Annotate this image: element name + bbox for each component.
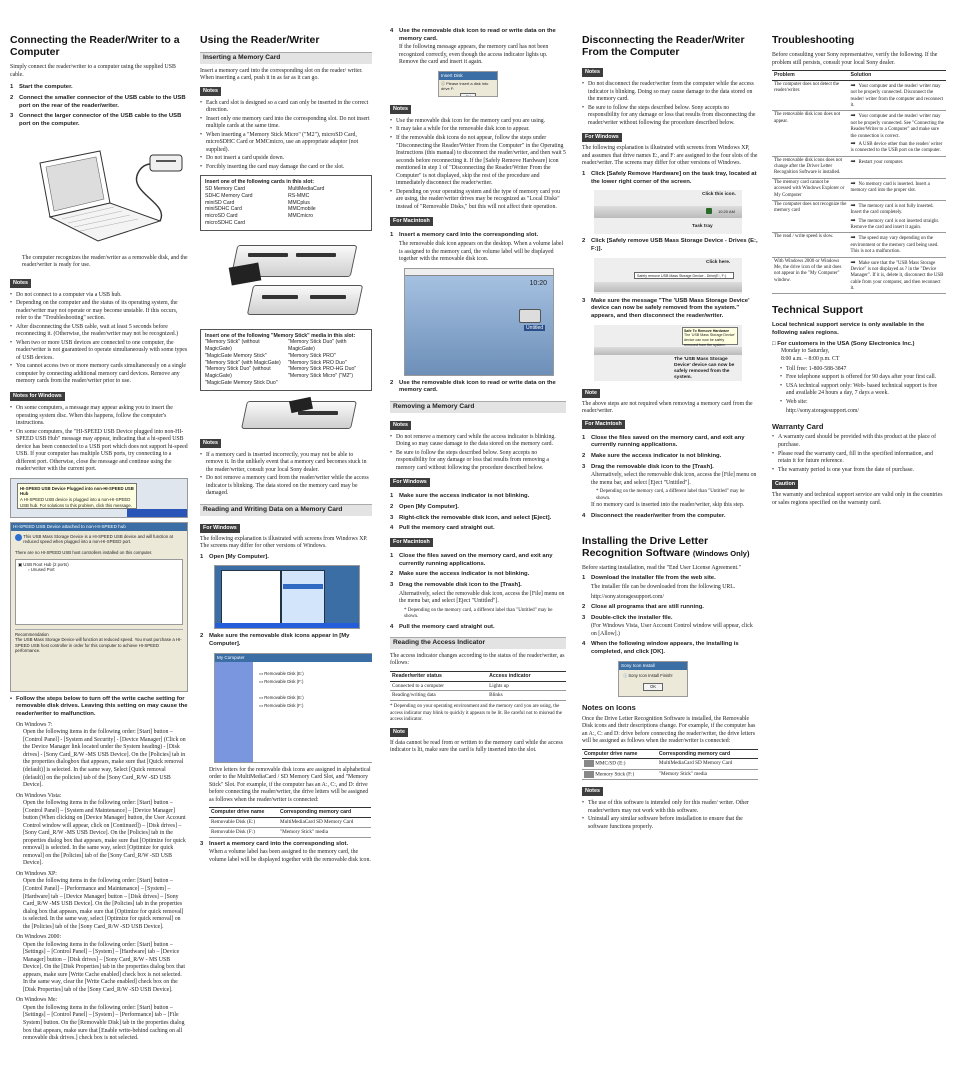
click-this-icon-callout: Click this icon.	[702, 192, 736, 198]
dialog-title: Sony Icon Install	[619, 662, 687, 670]
click-here-callout: Click here.	[706, 259, 731, 265]
list-item: • Depending on the computer and the status of its operating system, the reader/writer may not operate or may become unstable. If this occurs, refer to the "Troubleshooting" section.	[10, 300, 188, 323]
info-icon: ⓘ	[441, 80, 447, 86]
column-troubleshooting	[772, 8, 946, 1066]
recommendation-label: Recommendation	[15, 629, 183, 638]
safe-to-remove-screenshot	[594, 325, 742, 381]
inserting-intro: Insert a memory card into the corresponding slot on the reader/ writer.	[200, 67, 363, 74]
list-item: • Be sure to follow the steps described below. Sony accepts no responsibility for any damage or loss that results from removing a memory card without following the procedure described below.	[390, 450, 566, 473]
list-item: • Free telephone support is offered for 90 days after your first call.	[780, 374, 946, 382]
disconnect-mac-step-4: 4 Disconnect the reader/writer from the computer.	[582, 513, 726, 520]
list-item: • A warranty card should be provided with this product at the place of purchase.	[772, 434, 946, 449]
sd-cards-list-b: MultiMediaCard RS-MMC MMCplus MMCmobile MMCmicro	[288, 186, 325, 220]
notes-on-icons-text: Once the Drive Letter Recognition Software is installed, the Removable Disk icons and their descriptions change. For example, if the computer has an A:, C: and D: drive before connecting the reader/writer, the drive letters will be assigned as follows when the reader/writer is connected:	[582, 715, 756, 745]
write-cache-intro	[10, 696, 188, 719]
ok-button[interactable]: OK	[460, 93, 476, 97]
subsection-reading-writing: Reading and Writing Data on a Memory Card	[200, 504, 372, 516]
column-disconnecting	[582, 8, 758, 1066]
os-vista: On Windows Vista: Open the following items in the following order: [Start] button – [Control Panel] – [System and Maintenance] – [Device Manager] button (When clicking on [Device Manager] button, the User Account Control window will appear, click on [Continued]) – [Disk drives] – [Sony Card_R/W -MS USB Device]. On the [Policies] tab in the properties dialog box that appears, make sure that [Optimize for quick removal] is selected. In the same way, select [Optimize for quick removal] on the [Policies] tab of the [Sony Card_R/W -SD USB Device].	[16, 792, 186, 867]
list-item: • Do not connect to a computer via a USB hub.	[10, 292, 188, 300]
install-intro: Before starting installation, read the "End User License Agreement."	[582, 564, 741, 571]
inserting-notes-2	[200, 452, 372, 498]
connect-step-3: 3 Connect the larger connector of the USB cable to the USB port on the computer.	[10, 113, 182, 127]
section-title-technical-support: Technical Support	[772, 304, 863, 317]
mac-read-step-2: 2 Use the removable disk icon to read or write data on the memory card.	[390, 379, 556, 394]
install-step-1-detail: The installer file can be downloaded from the following URL.	[591, 584, 736, 591]
technical-support-bold: Local technical support service is only available in the following sales regions.	[772, 322, 925, 337]
list-item: • Do not disconnect the reader/writer from the computer while the access indicator is blinking. Doing so may cause damage to the data stored on the memory card.	[582, 81, 758, 104]
list-item: • Depending on your operating system and the type of memory card you are using, the reader/writer drives may be recognized as "Local Disks" instead of "Removable Disks," but this will not affect their operation.	[390, 189, 566, 212]
notes-label: Notes	[582, 787, 603, 796]
list-item: • Be sure to follow the steps described below. Sony accepts no responsibility for any damage or loss that results from disconnecting the reader/writer without following the procedure described below.	[582, 105, 758, 128]
list-item: • Do not remove a memory card from the reader/writer while the access indicator is blinking. The data stored on the memory card may be damaged.	[200, 475, 372, 498]
drive-icon: ▭	[259, 694, 265, 700]
access-note: If data cannot be read from or written to the memory card while the access indicator is lit, make sure the card is fully inserted into the slot.	[390, 739, 563, 754]
section-title-installing: Installing the Drive Letter Recognition Software (Windows Only)	[582, 534, 750, 559]
section-title-connecting: Connecting the Reader/Writer to a Computer	[10, 34, 180, 59]
list-item: • Follow the steps below to turn off the write cache setting for removable disk drives. Leaving this setting on may cause the reader/writer to malfunction.	[10, 696, 188, 719]
support-website-link[interactable]: http://sony.storagesupport.com/	[786, 408, 860, 415]
os-instructions	[10, 722, 188, 1043]
inserting-notes	[200, 100, 372, 172]
disconnect-step-3: 3 Make sure the message "The 'USB Mass Storage Device' device can now be safely removed from the system." appears, and then disconnect the reader/writer.	[582, 297, 750, 319]
disconnect-step-2: 2 Click [Safely remove USB Mass Storage Device - Drives (E:, F:)].	[582, 238, 758, 252]
task-tray-callout: Task tray	[692, 224, 713, 230]
list-item: • You cannot access two or more memory cards simultaneously on a single computer by connecting additional memory card devices. Remove any memory cards from the reader/writer prior to use.	[10, 363, 188, 386]
warranty-list	[772, 434, 946, 474]
usa-hours-days: Monday to Saturday,	[781, 348, 830, 355]
reading-intro: The following explanation is illustrated with screens from Windows XP. The screens may differ for other versions of Windows.	[200, 535, 368, 550]
table-row: The removable disk icons does not change after the Driver Letter Recognition Software is installed. ➡ Restart your computer.	[772, 156, 946, 178]
ms-list-b: "Memory Stick Duo" (with MagicGate) "Memory Stick PRO" "Memory Stick PRO Duo" "Memory Stick PRO-HG Duo" "Memory Stick Micro" ("M2")	[288, 339, 357, 380]
disconnect-note: The above steps are not required when removing a memory card from the reader/writer.	[582, 400, 753, 415]
list-item: • On some computers, a message may appear asking you to insert the operating system disc. When this happens, follow the computer's instructions.	[10, 405, 188, 428]
memory-stick-slot-box	[200, 329, 372, 391]
disconnect-mac-step-3-detail: Alternatively, select the removable disk icon, access the [File] menu on the menu bar, and select [Eject "Untitled"].	[591, 472, 757, 486]
window-title: My Computer	[215, 654, 372, 662]
inserting-intro-2: When inserting a card, push it in as far as it can go.	[200, 75, 319, 82]
reading-notes	[390, 118, 566, 211]
dialog-text-2: There are no HI-SPEED USB host controllers installed on this computer.	[15, 549, 153, 555]
memory-stick-drive-icon	[584, 771, 594, 778]
connecting-notes	[10, 292, 188, 386]
read-step-3-detail: When a volume label has been assigned to the memory card, the volume label will be displayed together with the removable disk icon.	[209, 849, 371, 863]
table-row: The memory card cannot be accessed with Windows Explorer or My Computer ➡ No memory card is inserted. Insert a memory card into the proper slot.	[772, 178, 946, 200]
drive-icon: ▭	[259, 679, 265, 685]
start-menu-screenshot	[214, 565, 360, 629]
disconnect-intro: The following explanation is illustrated with screens from Windows XP, and assumes that drive names E:, and F: are assigned to the four slots of the reader/writer. The screens may differ for other versions of Windows.	[582, 145, 758, 167]
read-step-4: 4 Use the removable disk icon to read or write data on the memory card.	[390, 28, 556, 42]
box-heading: Insert one of the following cards in this slot:	[205, 179, 314, 186]
remove-mac-step-1: 1 Close the files saved on the memory card, and exit any currently running applications.	[390, 552, 553, 567]
removable-disk-icon[interactable]	[519, 309, 541, 323]
laptop-connection-illustration	[10, 133, 188, 251]
notes-label: Notes	[390, 105, 411, 114]
connecting-intro: Simply connect the reader/writer to a computer using the supplied USB cable.	[10, 64, 176, 78]
list-item: • When inserting a "Memory Stick Micro" ("M2"), microSD Card, microSDHC Card or MMCmicro, use an appropriate adaptor (not supplied).	[200, 132, 372, 155]
remove-win-step-3: 3 Right-click the removable disk icon, and select [Eject].	[390, 514, 552, 521]
access-footnote: * Depending on your operating environment and the memory card you are using, the access indicator may blink to quickly it appears to be lit. Be careful not to misread the access indicator.	[390, 704, 563, 723]
list-item: • Insert only one memory card into the corresponding slot. Do not insert multiple cards at the same time.	[200, 116, 372, 131]
usa-heading: □ For customers in the USA (Sony Electronics Inc.)	[772, 340, 915, 347]
caution-label: Caution	[772, 480, 798, 489]
table-row: MMC/SD (E:) MultiMediaCard SD Memory Card	[582, 759, 758, 769]
removable-disk-e-item[interactable]: ▭ Removable Disk (E:)	[259, 670, 304, 676]
list-item: • When two or more USB devices are connected to one computer, the reader/writer is not guaranteed to operate simultaneously with some types of USB devices.	[10, 340, 188, 363]
menu-bar-clock: 10:20	[529, 279, 547, 287]
safely-remove-menu-item[interactable]: Safely remove USB Mass Storage Device - Drive(E:, F:)	[634, 272, 734, 279]
drive-letters-paragraph: Drive letters for the removable disk icons are assigned in alphabetical order to the MultiMediaCard / SD Memory Card Slot, and "Memory Stick" Slot. For example, if the computer has an A:, C:, and D: drive before connecting the reader/writer, the drive letters will be assigned as follows when the reader/writer is connected:	[209, 766, 371, 803]
tree-unused-port[interactable]: ▫ Unused Port	[28, 567, 55, 573]
remove-mac-step-4: 4 Pull the memory card straight out.	[390, 623, 495, 630]
reader-writer-illustration	[200, 235, 372, 325]
table-row: Memory Stick (F:) "Memory Stick" media	[582, 769, 758, 779]
list-item: • On some computers, the "HI-SPEED USB Device plugged into non-HI-SPEED USB Hub" message may appear, indicating that a hi-speed USB device has been connected to a USB port which does not support hi-speed USB. If your computer has multiple USB ports, try connecting to a different port. Otherwise, close the message and continue using the reader/writer with the current port.	[10, 429, 188, 474]
usa-hours-time: 8:00 a.m. – 8:00 p.m. CT	[781, 355, 840, 362]
remove-mac-step-2: 2 Make sure the access indicator is not blinking.	[390, 571, 530, 578]
list-item: • After disconnecting the USB cable, wait at least 5 seconds before reconnecting it. (Otherwise, the reader/writer may not be recognized.)	[10, 324, 188, 339]
arrow-icon: ➡	[850, 216, 856, 224]
access-intro: The access indicator changes according to the status of the reader/writer, as follows:	[390, 652, 565, 667]
install-notes	[582, 800, 758, 831]
mac-desktop-screenshot	[404, 268, 554, 376]
my-computer-menu-item[interactable]	[283, 584, 323, 589]
list-item: • The use of this software is intended only for this reader/ writer. Other reader/writers may not work with this software.	[582, 800, 758, 815]
table-row: Removable Disk (E:) MultiMediaCard SD Memory Card	[209, 818, 371, 828]
table-row: Reading/writing data Blinks	[390, 691, 566, 701]
tray-clock: 10:20 AM	[718, 209, 735, 215]
list-item: • Each card slot is designed so a card can only be inserted in the correct direction.	[200, 100, 372, 115]
column-connecting	[10, 8, 188, 1066]
remove-mac-step-3-detail: Alternatively, select the removable disk icon, access the [File] menu on the menu bar, and select [Eject "Untitled"].	[399, 590, 565, 605]
disconnect-mac-step-3: 3 Drag the removable disk icon to the [Trash].	[582, 463, 714, 470]
section-title-using: Using the Reader/Writer	[200, 34, 320, 46]
install-step-2: 2 Close all programs that are still running.	[582, 604, 704, 611]
for-windows-label: For Windows	[390, 478, 430, 487]
notes-label: Notes	[200, 439, 221, 448]
notes-label: Notes	[200, 87, 221, 96]
for-macintosh-label: For Macintosh	[582, 420, 625, 429]
dialog-title: HI-SPEED USB Device attached to non-HI-SPEED hub	[11, 523, 187, 531]
install-step-4: 4 When the following window appears, the installing is completed, and click [OK].	[582, 641, 739, 656]
arrow-icon: ➡	[850, 157, 856, 165]
disconnect-mac-skip: If no memory card is inserted into the reader/writer, skip this step.	[591, 502, 745, 509]
arrow-icon: ➡	[850, 201, 856, 209]
ms-list-a: "Memory Stick" (without MagicGate) "MagicGate Memory Stick" "Memory Stick" (with MagicGate) "Memory Stick Duo" (without MagicGate) "MagicGate Memory Stick Duo"	[205, 339, 281, 386]
checkbox-icon: □	[772, 340, 778, 347]
arrow-icon: ➡	[850, 179, 856, 187]
connect-step-1: 1 Start the computer.	[10, 84, 73, 91]
read-step-4-detail: If the following message appears, the memory card has not been recognized correctly, even though the access indicator lights up. Remove the card and insert it again.	[399, 44, 549, 66]
mmc-sd-drive-icon	[584, 760, 594, 767]
mac-read-step-1-detail: The removable disk icon appears on the desktop. When a volume label is assigned to the memory card, the volume label will be displayed together with the removable disk icon.	[399, 241, 564, 263]
sd-slot-card-box	[200, 175, 372, 230]
list-item: • If the removable disk icons do not appear, follow the steps under "Disconnecting the Reader/Writer From the Computer" in the Operating Instructions (this manual) to disconnect the reader/writer, and then wait 5 seconds before reconnecting it. If the [Safely Remove Hardware] icon mentioned in step 1 of "Disconnecting the Reader/Writer From the Computer" is not displayed, skip the rest of the procedure and immediately disconnect the reader/writer.	[390, 135, 566, 188]
section-title-troubleshooting: Troubleshooting	[772, 34, 855, 46]
for-windows-label: For Windows	[582, 133, 622, 142]
notes-label: Notes	[390, 421, 411, 430]
table-row: The computer does not recognize the memory card ➡ The memory card is not fully inserted. Insert the card completely. ➡ The memory card is not inserted straight. Remove the card and insert it again.	[772, 200, 946, 233]
list-item: • It may take a while for the removable disk icon to appear.	[390, 126, 566, 134]
warranty-card-heading: Warranty Card	[772, 421, 824, 431]
install-url-link[interactable]: http://sony.storagesupport.com/	[591, 593, 665, 600]
info-icon: ⓘ	[623, 672, 629, 678]
disconnect-notes	[582, 81, 758, 127]
ok-button[interactable]: OK	[643, 683, 663, 690]
list-item: • USA technical support only: Web- based technical support is free and available 24 hours a day, 7 days a week.	[780, 383, 946, 398]
connecting-caption: The computer recognizes the reader/writer as a removable disk, and the reader/writer is ready for use.	[22, 254, 188, 269]
arrow-icon: ➡	[850, 139, 856, 147]
list-item: • If a memory card is inserted incorrectly, you may not be able to remove it. In the unlikely event that a memory card becomes stuck in the reader/writer, consult your local Sony dealer.	[200, 452, 372, 475]
list-item: • Please read the warranty card, fill in the specified information, and retain it for future reference.	[772, 451, 946, 466]
troubleshooting-table: Problem Solution The computer does not detect the reader/writer. ➡ Your computer and the reader/ writer may not be properly connected. Disconnect the reader/ writer from the computer and reconnect it. The removable disk icon does not appear. ➡ Your computer and the reader/ writer may not be properly connected. See "Connecting the Reader/Writer to a Computer" and make sure the connection is correct. ➡ A USB device other than the reader/ writer is connected to the USB port on the computer. The removable disk icons does not change after the Driver Letter Recognition Software is installed. ➡ Restart your computer. The memory card cannot be accessed with Windows Explorer or My Computer ➡ No memory card is inserted. Insert a memory card into the proper slot. The computer does not recognize the memory card ➡ The memory card is not fully inserted. Insert the card completely. ➡ The memory card is not inserted straight. Remove the card and insert it again. The read / write speed is slow. ➡ The speed may vary depending on the environment or the memory card being used. This is not a malfunction. With Windows 2000 or Windows Me, the drive icon of the unit does not appear in the "My Computer" window. ➡ Make sure that the "USB Mass Storage Device" is not displayed as ? in the "Device Manager". If it is, delete it, disconnect the USB cable from your computer, and then reconnect it.	[772, 70, 946, 294]
tree-usb-root-hub[interactable]: ▣ USB Root Hub (2 ports)	[18, 561, 69, 567]
install-step-1: 1 Download the installer file from the web site.	[582, 575, 716, 582]
mac-read-step-1: 1 Insert a memory card into the corresponding slot.	[390, 232, 539, 239]
memory-stick-insert-illustration	[200, 395, 372, 435]
removable-disk-f-item[interactable]: ▭ Removable Disk (F:)	[259, 679, 304, 685]
for-macintosh-label: For Macintosh	[390, 538, 433, 547]
removable-disk-f-item-2[interactable]: ▭ Removable Disk (F:)	[259, 703, 304, 709]
subsection-access-indicator: Reading the Access Indicator	[390, 637, 566, 649]
note-label: Note	[582, 389, 600, 398]
os-win7: On Windows 7: Open the following items in the following order: [Start] button – [Control Panel] - [System and Security] - [Device Manager] (Click on the Device Manager link located under the System heading) - [Disk drives] - [Sony Card_R/W -MS USB Device]. On the [Policies] tab in the properties dialogbox that appears, make sure that [Quick removal (default)] is selected. In the same way, Select [Quick removal (default)] on the policies] tab of the [Sony Card_R/W -SD USB Device].	[16, 721, 186, 789]
hub-icon: ▣	[18, 561, 24, 567]
dialog-text: This USB Mass Storage Device is a HI-SPEED USB device and will function at reduced speed when plugged into a non-HI-SPEED port.	[23, 533, 173, 545]
install-finish-text: Sony Icon Install Finish!	[628, 672, 673, 678]
removing-notes	[390, 434, 566, 473]
read-step-2: 2 Make sure the removable disk icons appear in [My Computer].	[200, 633, 350, 647]
note-label: Note	[390, 728, 408, 737]
notes-for-windows-label: Notes for Windows	[10, 392, 65, 401]
caution-text: The warranty and technical support service are valid only in the countries or sales regions specified on the warranty card.	[772, 492, 943, 506]
usa-support-list	[772, 366, 946, 407]
safely-remove-hardware-icon[interactable]	[706, 208, 712, 214]
my-computer-window	[214, 653, 372, 763]
troubleshooting-intro: Before consulting your Sony representative, verify the following. If the problem still persists, consult your local Sony dealer.	[772, 52, 938, 66]
removable-disk-e-item-2[interactable]: ▭ Removable Disk (E:)	[259, 694, 304, 700]
list-item: • Do not remove a memory card while the access indicator is blinking. Doing so may cause damage to the data stored on the memory card.	[390, 434, 566, 449]
table-row: The removable disk icon does not appear. ➡ Your computer and the reader/ writer may not be properly connected. See "Connecting the Reader/Writer to a Computer" and make sure the connection is correct. ➡ A USB device other than the reader/ writer is connected to the USB port on the computer.	[772, 111, 946, 156]
connect-step-2: 2 Connect the smaller connector of the USB cable to the USB port on the rear of the reader/writer.	[10, 94, 186, 109]
balloon-title: HI-SPEED USB Device Plugged into non-HI-SPEED USB Hub	[20, 485, 134, 497]
table-row: The computer does not detect the reader/writer. ➡ Your computer and the reader/ writer may not be properly connected. Disconnect the reader/ writer from the computer and reconnect it.	[772, 80, 946, 111]
info-icon	[15, 534, 22, 541]
list-item: • Uninstall any similar software before installation to ensure that the software functions properly.	[582, 816, 758, 831]
read-step-3: 3 Insert a memory card into the corresponding slot.	[200, 840, 349, 847]
remove-mac-step-3: 3 Drag the removable disk icon to the [Trash].	[390, 581, 522, 588]
insert-disk-dialog: Insert Disk ⓘ Please insert a disk into drive F: OK	[438, 71, 498, 97]
section-title-disconnecting: Disconnecting the Reader/Writer From the Computer	[582, 34, 745, 59]
column-using-continued	[390, 8, 566, 1066]
icon-drive-table: Computer drive name Corresponding memory card MMC/SD (E:) MultiMediaCard SD Memory Card Memory Stick (F:) "Memory Stick" media	[582, 749, 758, 781]
disk-label: Untitled	[526, 324, 543, 331]
balloon-text: A HI-SPEED USB device is plugged into a non-HI-SPEED USB hub. For solutions to this problem, click this message.	[20, 496, 133, 508]
notes-label: Notes	[582, 68, 603, 77]
arrow-icon: ➡	[850, 258, 856, 266]
arrow-icon: ➡	[850, 234, 856, 242]
disconnect-step-1: 1 Click [Safely Remove Hardware] on the task tray, located at the lower right corner of the screen.	[582, 170, 757, 185]
list-item: • Do not insert a card upside down.	[200, 155, 372, 163]
safe-removed-callout: The 'USB Mass Storage Device' device can now be safely removed from the system.	[674, 356, 735, 381]
list-item: • The warranty period is one year from the date of purchase.	[772, 467, 946, 475]
remove-mac-footnote: * Depending on the memory card, a different label than "Untitled" may be shown.	[404, 607, 553, 620]
os-me: On Windows Me: Open the following items in the following order: [Start] button – [Settings] – [Control Panel] – [System] – [Performance] tab – [File System] button. On the [Removable Disk] tab in the properties dialog box that appears, make sure that [Enable write-behind caching on all removable disk drives.] check box is not selected.	[16, 997, 185, 1042]
drive-icon: ▭	[259, 703, 265, 709]
disconnect-mac-step-1: 1 Close the files saved on the memory card, and exit any currently running applications.	[582, 434, 745, 449]
disconnect-mac-step-2: 2 Make sure the access indicator is not blinking.	[582, 453, 722, 460]
box-heading: Insert one of the following "Memory Stick" media in this slot:	[205, 332, 356, 339]
install-step-3: 3 Double-click the installer file.	[582, 614, 673, 621]
table-row: The read / write speed is slow. ➡ The speed may vary depending on the environment or the memory card being used. This is not a malfunction.	[772, 233, 946, 257]
port-icon: ▫	[28, 567, 31, 573]
column-using	[200, 8, 372, 1066]
list-item: • Toll free: 1-800-588-3847	[780, 366, 946, 374]
safely-remove-popup-screenshot	[594, 258, 742, 294]
recommendation-text: The USB Mass Storage Device will function at reduced speed. You must purchase a HI-SPEED USB host controller in order for this computer to achieve HI-SPEED performance.	[15, 637, 182, 654]
drive-icon: ▭	[259, 670, 265, 676]
remove-win-step-2: 2 Open [My Computer].	[390, 503, 459, 510]
subsection-inserting: Inserting a Memory Card	[200, 52, 372, 64]
for-macintosh-label: For Macintosh	[390, 217, 433, 226]
os-2000: On Windows 2000: Open the following items in the following order: [Start] button – [Settings] – [Control Panel] – [System] – [Hardware] tab – [Device Manager] button – [Disk drives] – [Sony Card_R/W - MS USB Device]. On the [Disk Properties] tab in the properties dialog box that appears, make sure [Write Cache enabled] check box is not selected. In the same way, clear the [Write Cache enabled] check box on the [Disk Properties] tab of the [Sony Card_R/W -SD USB Device].	[16, 934, 185, 993]
for-windows-label: For Windows	[200, 524, 240, 533]
install-step-3-detail: (For Windows Vista, User Account Control window will appear, click on [Allow].)	[591, 623, 753, 637]
dialog-title: Insert Disk	[439, 72, 497, 80]
list-item: • Web site:	[780, 399, 946, 407]
hispeed-dialog-screenshot	[10, 522, 188, 692]
remove-win-step-4: 4 Pull the memory card straight out.	[390, 525, 495, 532]
list-item: • Forcibly inserting the card may damage the card or the slot.	[200, 164, 372, 172]
sd-cards-list-a: SD Memory Card SDHC Memory Card miniSD Card miniSDHC Card microSD Card microSDHC Card	[205, 186, 253, 226]
table-row: Connected to a computer Lights up	[390, 681, 566, 691]
os-xp: On Windows XP: Open the following items in the following order: [Start] button – [Control Panel] – [Performance and Maintenance] – [System] – [Hardware] tab – [Device Manager] button – [Disk drives] – [Sony Card_R/W -MS USB Device]. On the [Policies] tab in the properties dialog box that appears, make sure that [Optimize for quick removal] is selected. In the same way, select [Optimize for quick removal] on the [Policies] tab of the [Sony Card_R/W -SD USB Device].	[16, 870, 184, 930]
drive-letter-table: Computer drive name Corresponding memory card Removable Disk (E:) MultiMediaCard SD Memory Card Removable Disk (F:) "Memory Stick" media	[209, 807, 371, 837]
windows-notes	[10, 405, 188, 474]
task-tray-screenshot	[594, 190, 742, 234]
table-row: Removable Disk (F:) "Memory Stick" media	[209, 827, 371, 837]
arrow-icon: ➡	[850, 112, 856, 120]
access-indicator-table: Reader/writer status Access indicator Connected to a computer Lights up Reading/writing data Blinks	[390, 671, 566, 701]
disconnect-mac-footnote: * Depending on the memory card, a different label than "Untitled" may be shown.	[596, 489, 745, 501]
notes-label: Notes	[10, 279, 31, 288]
table-row: With Windows 2000 or Windows Me, the drive icon of the unit does not appear in the "My Computer" window. ➡ Make sure that the "USB Mass Storage Device" is not displayed as ? in the "Device Manager". If it is, delete it, disconnect the USB cable from your computer, and then reconnect it.	[772, 257, 946, 294]
read-step-1: 1 Open [My Computer].	[200, 553, 269, 560]
safe-balloon-text: The 'USB Mass Storage Device' device can now be safely removed from the system.	[684, 333, 736, 347]
arrow-icon: ➡	[850, 81, 856, 89]
subsection-removing: Removing a Memory Card	[390, 401, 566, 413]
notes-on-icons-heading: Notes on Icons	[582, 702, 636, 712]
hispeed-balloon-screenshot	[10, 478, 188, 518]
list-item: • Use the removable disk icon for the memory card you are using.	[390, 118, 566, 126]
remove-win-step-1: 1 Make sure the access indicator is not blinking.	[390, 493, 530, 500]
install-finish-dialog	[618, 661, 688, 697]
safe-balloon-title: Safe To Remove Hardware	[684, 328, 730, 333]
